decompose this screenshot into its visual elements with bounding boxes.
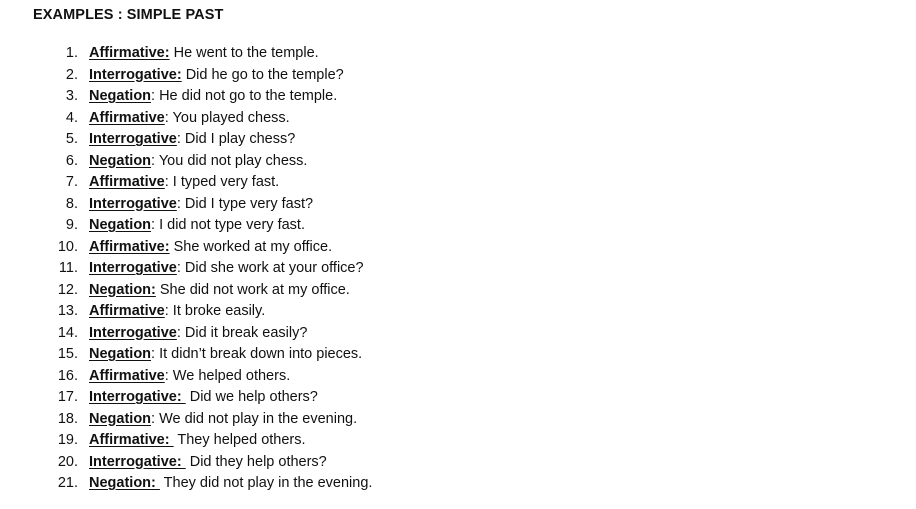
list-item-content bbox=[89, 194, 313, 216]
example-sentence: She worked at my office. bbox=[169, 238, 333, 255]
list-item-number: 21. bbox=[57, 475, 78, 491]
list-item-number: 3. bbox=[65, 88, 78, 104]
example-sentence: : It broke easily. bbox=[164, 303, 266, 319]
example-sentence: : Did I play chess? bbox=[176, 131, 296, 147]
example-sentence: : Did I type very fast? bbox=[176, 195, 314, 212]
example-sentence: : It didn’t break down into pieces. bbox=[151, 346, 363, 362]
example-sentence: She did not work at my office. bbox=[155, 281, 350, 298]
example-sentence: They did not play in the evening. bbox=[159, 475, 373, 491]
sentence-type-label: Affirmative: bbox=[89, 45, 170, 61]
example-sentence: : I typed very fast. bbox=[164, 174, 280, 190]
example-sentence: : He did not go to the temple. bbox=[151, 88, 338, 104]
sentence-type-label: Interrogative bbox=[89, 324, 177, 341]
list-item-content bbox=[89, 409, 357, 431]
sentence-type-label: Negation bbox=[89, 410, 152, 427]
example-sentence: : We helped others. bbox=[164, 367, 291, 384]
example-sentence: : I did not type very fast. bbox=[151, 217, 305, 233]
list-item-content bbox=[89, 430, 306, 452]
sentence-type-label: Affirmative: bbox=[89, 432, 174, 448]
list-item-content bbox=[89, 129, 295, 151]
sentence-type-label: Interrogative bbox=[89, 260, 177, 276]
list-item-number: 1. bbox=[65, 45, 78, 61]
list-item-content bbox=[89, 215, 305, 237]
list-item-number: 15. bbox=[57, 346, 78, 362]
example-sentence: Did he go to the temple? bbox=[181, 66, 344, 83]
list-item-number: 6. bbox=[65, 152, 78, 169]
list-item-content bbox=[89, 172, 279, 194]
list-item-number: 10. bbox=[57, 238, 78, 255]
sentence-type-label: Affirmative bbox=[89, 109, 165, 126]
list-item-content bbox=[89, 237, 332, 259]
list-item-content bbox=[89, 258, 364, 280]
list-item-number: 14. bbox=[57, 324, 78, 341]
example-sentence: : Did she work at your office? bbox=[176, 260, 364, 276]
list-item-content bbox=[89, 151, 307, 173]
sentence-type-label: Affirmative bbox=[89, 174, 165, 190]
list-item-number: 13. bbox=[57, 303, 78, 319]
list-item-content bbox=[89, 452, 327, 474]
list-item-content bbox=[89, 344, 362, 366]
sentence-type-label: Interrogative: bbox=[89, 66, 182, 83]
example-sentence: : Did it break easily? bbox=[176, 324, 308, 341]
sentence-type-label: Interrogative: bbox=[89, 389, 186, 405]
list-item-content bbox=[89, 108, 290, 130]
sentence-type-label: Negation: bbox=[89, 475, 160, 491]
list-item-number: 20. bbox=[57, 453, 78, 470]
sentence-type-label: Affirmative: bbox=[89, 238, 170, 255]
example-sentence: Did they help others? bbox=[185, 453, 327, 470]
list-item-number: 5. bbox=[65, 131, 78, 147]
example-sentence: : We did not play in the evening. bbox=[151, 410, 358, 427]
list-item-number: 7. bbox=[65, 174, 78, 190]
list-item-number: 11. bbox=[58, 260, 78, 276]
sentence-type-label: Interrogative bbox=[89, 195, 177, 212]
list-item-number: 12. bbox=[57, 281, 78, 298]
list-item-content bbox=[89, 366, 290, 388]
sentence-type-label: Negation bbox=[89, 88, 152, 104]
sentence-type-label: Negation bbox=[89, 346, 152, 362]
sentence-type-label: Affirmative bbox=[89, 303, 165, 319]
list-item-content bbox=[89, 301, 265, 323]
list-item-number: 2. bbox=[65, 66, 78, 83]
sentence-type-label: Negation: bbox=[89, 281, 156, 298]
list-item-number: 4. bbox=[65, 109, 78, 126]
list-item-content bbox=[89, 323, 307, 345]
list-item-number: 9. bbox=[65, 217, 78, 233]
example-sentence: : You played chess. bbox=[164, 109, 290, 126]
example-sentence: They helped others. bbox=[173, 432, 306, 448]
page-title: EXAMPLES : SIMPLE PAST bbox=[33, 7, 224, 23]
example-sentence: He went to the temple. bbox=[169, 45, 319, 61]
list-item-content bbox=[89, 473, 372, 495]
list-item-content bbox=[89, 65, 344, 87]
example-sentence: : You did not play chess. bbox=[151, 152, 308, 169]
sentence-type-label: Affirmative bbox=[89, 367, 165, 384]
list-item-content bbox=[89, 86, 337, 108]
list-item-number: 16. bbox=[57, 367, 78, 384]
sentence-type-label: Interrogative bbox=[89, 131, 177, 147]
list-item-number: 19. bbox=[57, 432, 78, 448]
list-item-number: 17. bbox=[57, 389, 78, 405]
sentence-type-label: Negation bbox=[89, 217, 152, 233]
list-item-content bbox=[89, 387, 318, 409]
sentence-type-label: Negation bbox=[89, 152, 152, 169]
list-item-content bbox=[89, 280, 350, 302]
sentence-type-label: Interrogative: bbox=[89, 453, 186, 470]
list-item-number: 18. bbox=[57, 410, 78, 427]
list-item-number: 8. bbox=[65, 195, 78, 212]
example-sentence: Did we help others? bbox=[185, 389, 318, 405]
list-item-content bbox=[89, 43, 319, 65]
